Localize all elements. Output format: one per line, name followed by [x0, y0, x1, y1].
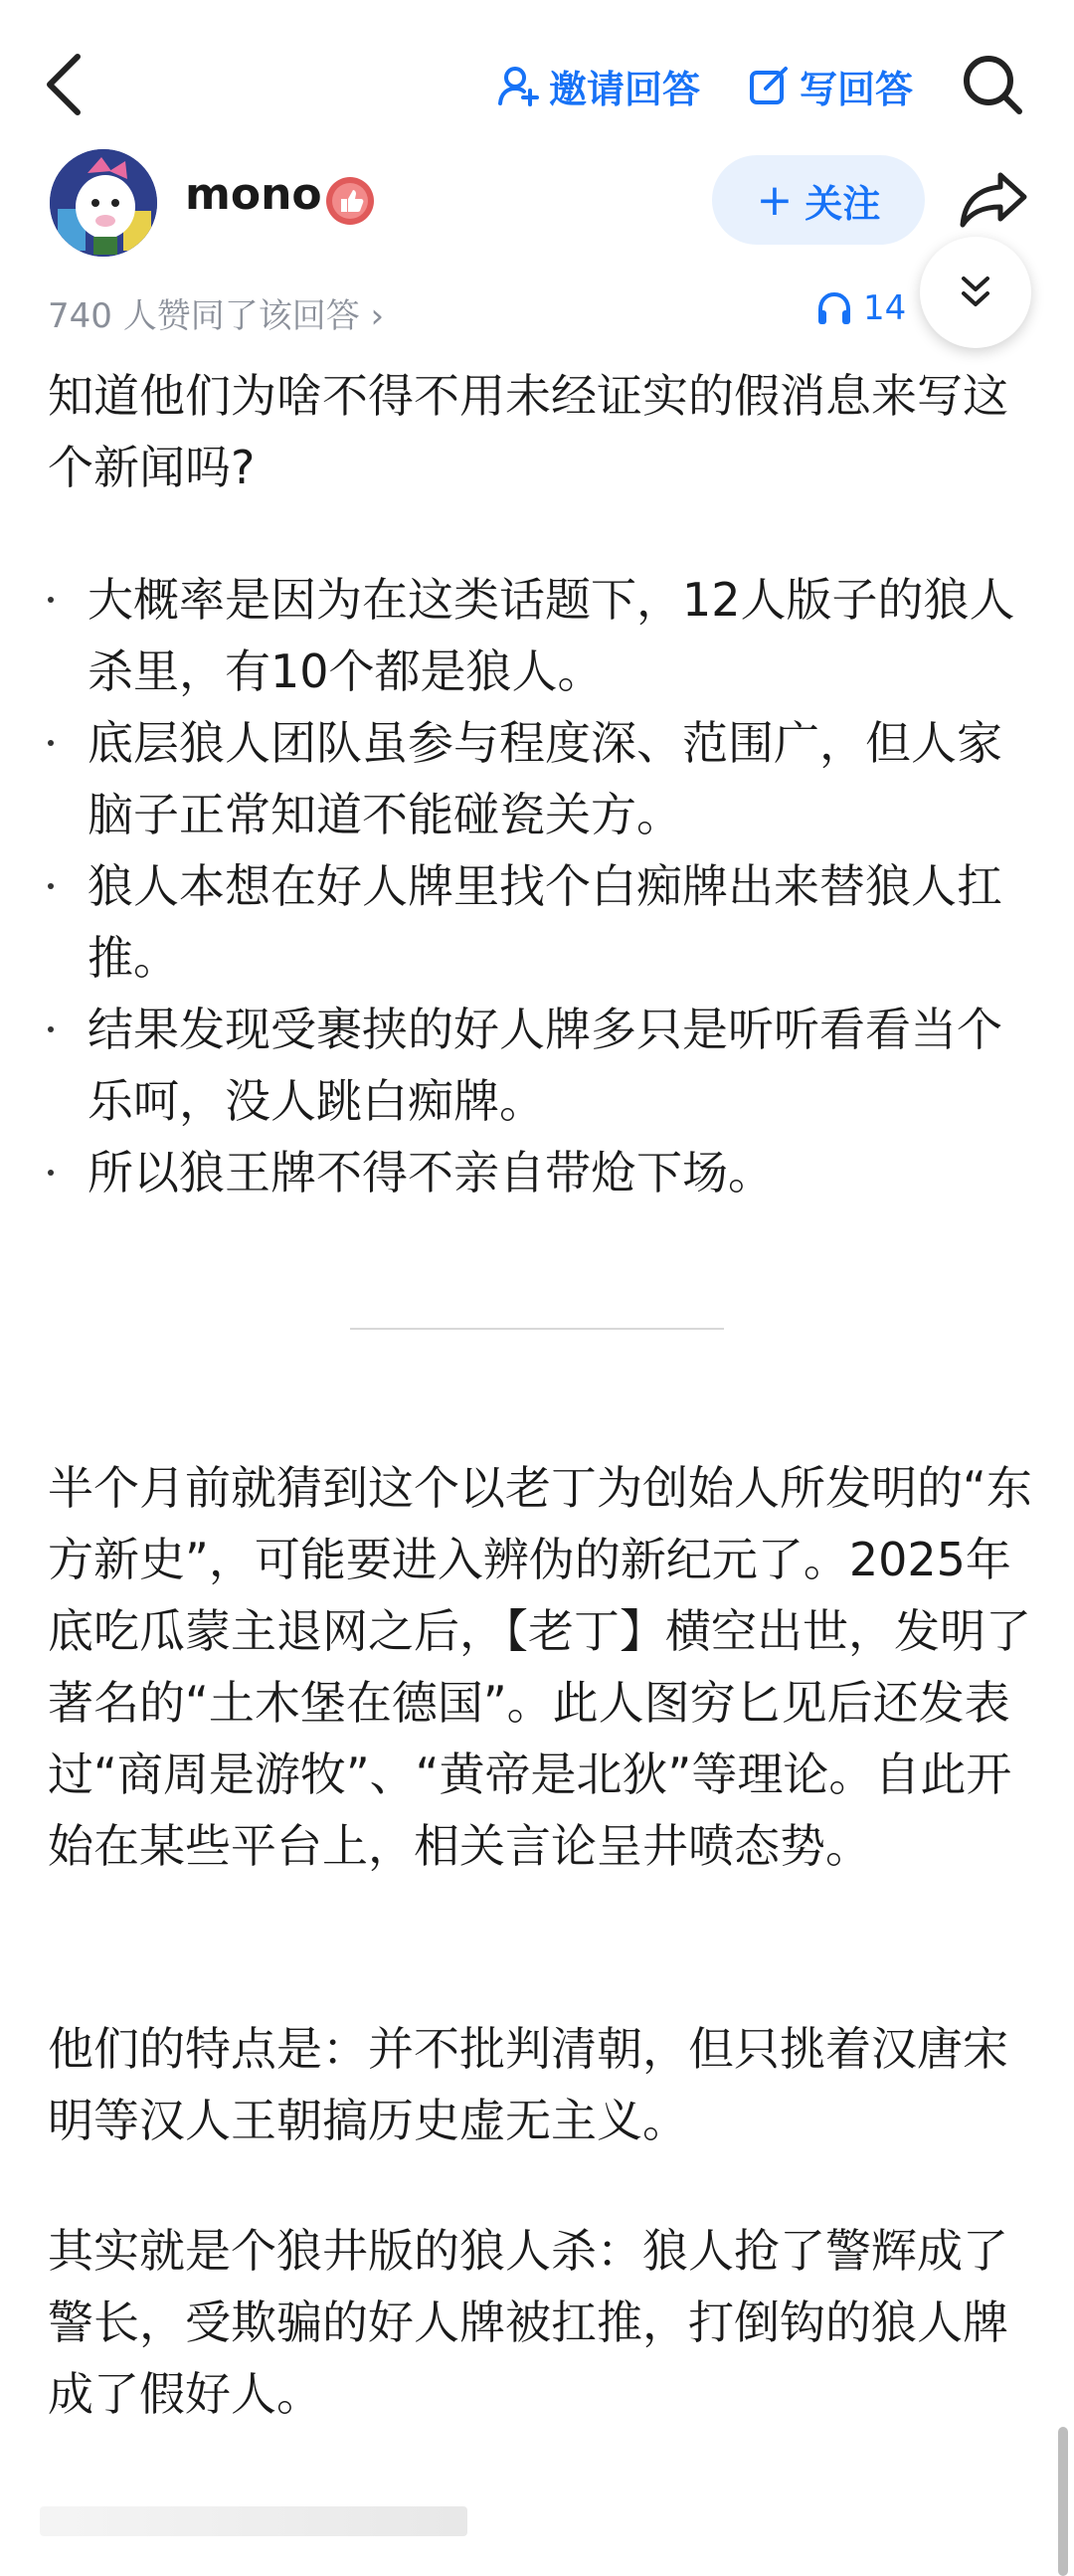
- back-icon[interactable]: [40, 45, 90, 124]
- article-paragraph-4: 其实就是个狼井版的狼人杀：狼人抢了警辉成了警长，受欺骗的好人牌被扛推，打倒钩的狼人牌成了假好人。: [48, 2224, 1008, 2421]
- listen-count[interactable]: [815, 288, 906, 328]
- article-paragraph-2: 半个月前就猜到这个以老丁为创始人所发明的“东方新史”，可能要进入辨伪的新纪元了。2025年底吃瓜蒙主退网之后，【老丁】横空出世，发明了著名的“土木堡在德国”。此人图穷匕见后还发表过“商周是游牧”、“黄帝是北狄”等理论。自此开始在某些平台上，相关言论呈井喷态势。: [48, 1461, 1032, 1873]
- write-answer-button[interactable]: [748, 58, 913, 113]
- plus-icon: +: [756, 174, 794, 226]
- write-answer-label: 写回答: [800, 67, 914, 111]
- bullet-item: 结果发现受裹挟的好人牌多只是听听看看当个乐呵，没人跳白痴牌。: [48, 994, 1032, 1137]
- invite-answer-button[interactable]: [497, 58, 700, 113]
- follow-label: 关注: [805, 181, 881, 226]
- bullet-list: [48, 564, 1032, 1208]
- bullet-item: 大概率是因为在这类话题下，12人版子的狼人杀里，有10个都是狼人。: [48, 564, 1032, 707]
- follow-button[interactable]: [712, 155, 925, 245]
- collapse-button[interactable]: [920, 237, 1031, 348]
- scrollbar[interactable]: [1058, 2427, 1068, 2576]
- thumbs-up-badge-icon: [324, 175, 376, 227]
- bullet-item: 狼人本想在好人牌里找个白痴牌出来替狼人扛推。: [48, 850, 1032, 994]
- bullet-item: 底层狼人团队虽参与程度深、范围广，但人家脑子正常知道不能碰瓷关方。: [48, 707, 1032, 850]
- headphones-icon: [815, 290, 853, 326]
- article-paragraph-1: 知道他们为啥不得不用未经证实的假消息来写这个新闻吗?: [48, 369, 1008, 494]
- share-icon[interactable]: [957, 167, 1030, 231]
- invite-answer-label: 邀请回答: [549, 67, 701, 111]
- bullet-item: 所以狼王牌不得不亲自带炝下场。: [48, 1137, 1032, 1208]
- section-divider: [350, 1328, 724, 1330]
- article-paragraph-3: 他们的特点是：并不批判清朝，但只挑着汉唐宋明等汉人王朝搞历史虚无主义。: [48, 2022, 1008, 2147]
- top-bar: [0, 0, 1074, 169]
- likes-count[interactable]: 740 人赞同了该回答 ›: [48, 296, 385, 336]
- double-chevron-down-icon: [956, 273, 995, 312]
- avatar[interactable]: [50, 149, 157, 257]
- author-name[interactable]: mono: [185, 169, 322, 220]
- bottom-placeholder: [40, 2506, 467, 2536]
- invite-user-icon: [497, 65, 539, 106]
- search-icon[interactable]: [960, 52, 1025, 117]
- edit-icon: [748, 65, 790, 106]
- listen-count-text: 14: [863, 288, 907, 328]
